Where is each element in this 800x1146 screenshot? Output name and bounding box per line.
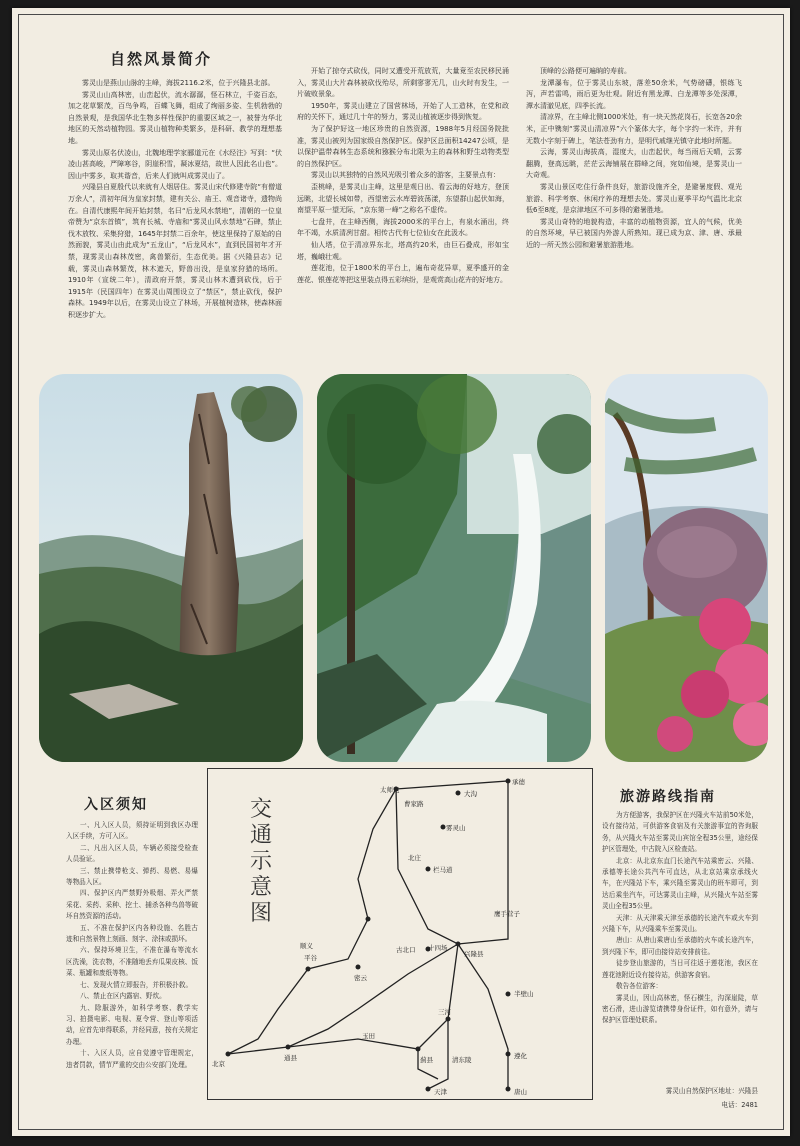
photo-rock-pillar bbox=[39, 374, 303, 762]
nature-column-middle bbox=[297, 66, 509, 368]
map-label-caojialu: 曹家路 bbox=[404, 800, 424, 808]
nature-paragraph: 兴隆县自夏殷代以来就有人烟居住。雾灵山宋代修建寺院“有僧道万余人”，清初年间为皇家封禁，建有关公、庙王、观音诸寺，遗物尚在。自清代康熙年间开始封禁，名曰“后龙风水禁地”，清朝的一位皇帝赞为“京东首镇”，筑有长城、寺庙和“雾灵山风水禁地”石碑，禁止伐木放牧、采集狩猎，1645年封禁二百余年，使这里保持了原始的自然面貌，雾灵山由此成为“五龙山”，“后龙风水”，直到民国初年才开禁，现雾灵山森林茂密，禽兽繁衍，生态优美。据《兴隆县志》记载，雾灵山森林繁茂，林木遮天，野兽出没，是皇家狩猎的场所。1910年（宣统二年），清政府开禁，雾灵山林木遭到砍伐，后于1915年（民国四年）在雾灵山周围设立了“禁区”，禁止砍伐，保护森林。1949年以后，在雾灵山设立了林场，开展植树造林，使森林面积逐步扩大。 bbox=[68, 183, 282, 319]
guide-paragraph: 北京：从北京东直门长途汽车站乘密云、兴隆、承德等长途公共汽车可直达，从北京站乘京承线火车，在兴隆站下车，乘兴隆至雾灵山的班车即可，到达后乘坐汽车，可达雾灵山主峰，从兴隆火车站至雾灵山全程35公里。 bbox=[602, 856, 758, 911]
map-label-jixian: 蓟县 bbox=[420, 1056, 433, 1064]
rock-pillar-image bbox=[39, 374, 303, 762]
entry-rule: 二、凡出入区人员，车辆必须接受检查人员验证。 bbox=[66, 843, 198, 864]
guide-paragraph: 徒步登山旅游的，当日可往返于莲花池，我区在莲花池附近设有接待站，供游客食宿。 bbox=[602, 959, 758, 979]
right-paragraph: 顶峰的公路便可遍晌的寿前。 bbox=[540, 67, 631, 75]
entry-rule: 八、禁止在区内露宿、野炊。 bbox=[80, 992, 166, 1001]
nature-paragraph: 雾灵山山高林密，山峦起伏，流水潺潺，怪石林立，千姿百态，加之花草繁茂，百鸟争鸣，百蝶飞舞，组成了绚丽多姿、生机勃勃的自然景观，是我国华北生物多样性保护的重要区域之一，被誉为华北地区的天然动植物园。雾灵山植物种类繁多，是科研、教学的理想基地。 bbox=[68, 90, 282, 145]
middle-paragraph: 仙人塔，位于清凉界东北，塔高约20米，由巨石叠成，形如宝塔，巍峨壮观。 bbox=[297, 240, 509, 261]
guide-title: 旅游路线指南 bbox=[620, 789, 716, 805]
map-label-lanmadao: 栏马道 bbox=[433, 866, 453, 874]
map-label-taishitun: 太师屯 bbox=[380, 786, 400, 794]
map-label-miyun: 密云 bbox=[354, 974, 367, 982]
entry-rule: 一、凡入区人员，须持证明到我区办理入区手续，方可入区。 bbox=[66, 821, 198, 841]
map-label-tongxian: 通县 bbox=[284, 1054, 297, 1062]
nature-column-right bbox=[526, 66, 742, 368]
guide-paragraph: 天津：从天津乘天津至承德的长途汽车或火车到兴隆下车，从兴隆乘车至雾灵山。 bbox=[602, 913, 758, 934]
guide-paragraph: 敬告各位游客： bbox=[616, 982, 663, 991]
map-label-beizhuang: 北庄 bbox=[408, 854, 421, 862]
map-label-shisichang: 十四场 bbox=[428, 944, 448, 952]
right-paragraph: 龙潭瀑布，位于雾灵山东坡，落差50余米，气势磅礴，银练飞泻，声若雷鸣，雨后更为壮观。附近有黑龙潭、白龙潭等多处深潭，潭水清澈见底，四季长流。 bbox=[526, 78, 742, 110]
middle-paragraph: 1950年，雾灵山建立了国营林场，开始了人工造林，在党和政府的关怀下，通过几十年的努力，雾灵山植被逐步得到恢复。 bbox=[297, 101, 509, 122]
entry-rule: 六、保持环境卫生，不准在瀑布等流水区洗澡，洗衣物，不准随地丢弃瓜果皮核、饭菜、瓶罐和废纸等物。 bbox=[66, 946, 198, 978]
entry-rule: 七、发现火情立即报告，并积极扑救。 bbox=[80, 980, 193, 989]
middle-paragraph: 歪桃峰，是雾灵山主峰，这里是观日出、看云海的好地方，登顶远眺，北望长城如带，西望密云水库碧波荡漾，东望群山起伏如海，南望平原一望无际，“京东第一峰”之称名不虚传。 bbox=[297, 182, 509, 215]
map-label-yingshouyingzi: 鹰手营子 bbox=[494, 910, 520, 918]
entry-rule: 五、不准在保护区内各种设施、名胜古迹和自然景物上刻画、刻字、涂抹或损坏。 bbox=[66, 923, 198, 944]
map-label-dagou: 大沟 bbox=[464, 790, 477, 798]
guide-paragraph: 为方便游客，我保护区在兴隆火车站前50米处，设有接待站，可供游客食宿及有关旅游事宜的咨询服务，从兴隆火车站至雾灵山宾馆全程35公里，途经保护区管理处，中古院入区检查站。 bbox=[602, 811, 758, 854]
entry-rule: 十、入区人员，应自觉遵守管理规定，违者罚款，情节严重的交由公安部门处理。 bbox=[66, 1049, 198, 1069]
middle-paragraph: 开始了掠夺式砍伐，同时又遭受开荒放荒，大量竟至农民移民涌入，雾灵山大片森林被砍伐殆尽，所剩寥寥无几，山火时有发生，一片破败景象。 bbox=[297, 67, 509, 99]
map-label-chengde: 承德 bbox=[512, 778, 525, 786]
map-label-yutian: 玉田 bbox=[362, 1032, 375, 1040]
right-paragraph: 云海，雾灵山海拔高，湿度大，山峦起伏，每当雨后天晴，云雾翻腾，登高远眺，茫茫云海铺展在群峰之间，宛如仙境，是雾灵山一大奇观。 bbox=[526, 148, 742, 180]
right-paragraph: 雾灵山景区吃住行条件良好，旅游设施齐全，是避暑度假、观光旅游、科学考察、休闲疗养的理想去处。雾灵山夏季平均气温比北京低6至8度，是京津地区不可多得的避暑胜地。 bbox=[526, 182, 742, 215]
middle-paragraph: 为了保护好这一地区珍贵的自然资源，1988年5月经国务院批准，雾灵山被列为国家级自然保护区。保护区总面积14247公顷，是以保护温带森林生态系统和猕猴分布北限为主的森林和野生动物类型的自然保护区。 bbox=[297, 124, 509, 168]
map-label-sanhe: 三河 bbox=[438, 1008, 451, 1016]
entry-rule: 三、禁止携带枪支、弹药、易燃、易爆等物品入区。 bbox=[66, 866, 198, 887]
map-routes bbox=[208, 769, 592, 1099]
photo-boulder-flowers bbox=[605, 374, 768, 762]
right-paragraph: 雾灵山奇特的地貌构造，丰富的动植物资源，宜人的气候，优美的自然环境，早已被国内外游人所熟知。现已成为京、津、唐、承最近的一所天然公园和避暑旅游胜地。 bbox=[526, 217, 742, 249]
nature-title: 自然风景简介 bbox=[110, 50, 213, 68]
map-label-gubeikou: 古北口 bbox=[396, 946, 416, 954]
guide-column bbox=[602, 810, 758, 1082]
entry-rule: 九、除服游外，如科学考察、教学实习、拍摄电影、电视、夏令营、登山等项活动，应首先审得联系，并经同意，按有关规定办理。 bbox=[66, 1003, 198, 1046]
map-label-qingdongling: 清东陵 bbox=[452, 1056, 472, 1064]
map-label-tangshan: 唐山 bbox=[514, 1088, 527, 1096]
guide-phone: 电话：2481 bbox=[721, 1101, 758, 1109]
brochure-sheet bbox=[12, 8, 790, 1136]
middle-paragraph: 莲花池，位于1800米的平台上，遍布奇花异草，夏季盛开的金莲花、银莲花等把这里装点得五彩缤纷，是观赏高山花卉的好地方。 bbox=[297, 264, 509, 284]
boulder-image bbox=[605, 374, 768, 762]
nature-paragraph: 雾灵山是燕山山脉的主峰，海拔2116.2米，位于兴隆县北部。 bbox=[82, 79, 275, 87]
map-label-pinggu: 平谷 bbox=[304, 954, 317, 962]
traffic-map bbox=[207, 768, 593, 1100]
map-label-shunyi: 顺义 bbox=[300, 942, 313, 950]
nature-column-left bbox=[68, 78, 282, 368]
entry-rule: 四、保护区内严禁野外吸烟、弄火严禁采花、采药、采种、挖土、捕杀各种鸟兽等破坏自然资源的活动。 bbox=[66, 889, 198, 921]
waterfall-image bbox=[317, 374, 591, 762]
map-label-xinglong: 兴隆县 bbox=[464, 950, 484, 958]
map-label-wulingshan: 雾灵山 bbox=[446, 824, 466, 832]
map-label-beijing: 北京 bbox=[212, 1060, 225, 1068]
entry-title: 入区须知 bbox=[84, 797, 148, 813]
map-label-banbishan: 半壁山 bbox=[514, 990, 534, 998]
entry-rules bbox=[66, 820, 198, 1120]
map-title-text: 交通示意图 bbox=[249, 797, 272, 926]
nature-paragraph: 雾灵山原名伏凌山，北魏地理学家郦道元在《水经注》写到：“伏凌山甚高峻，严障寒谷，阴崖积雪，凝冰夏结，故世人因此名山也”。因山中雾多，取其谐音，后来人们就叫成雾灵山了。 bbox=[68, 148, 282, 180]
photo-waterfall bbox=[317, 374, 591, 762]
guide-paragraph: 唐山：从唐山乘唐山至承德的火车或长途汽车，到兴隆下车，即可由接待站安排前往。 bbox=[602, 936, 758, 956]
middle-paragraph: 七盘井，在主峰西侧，海拔2000米的平台上，有泉水涌出，终年不竭，水质清冽甘甜。相传古代有七位仙女在此汲水。 bbox=[297, 217, 509, 238]
guide-signature: 雾灵山自然保护区地址：兴隆县 bbox=[665, 1087, 758, 1095]
guide-paragraph: 雾灵山，因山高林密，怪石横生，沟深崖陡，草密石滑，进山游览请携带身份证件，如有意外，请与保护区管理处联系。 bbox=[602, 993, 758, 1025]
middle-paragraph: 雾灵山以其独特的自然风光吸引着众多的游客，主要景点有： bbox=[311, 171, 500, 180]
map-label-tianjin: 天津 bbox=[434, 1088, 447, 1096]
right-paragraph: 清凉界，在主峰北侧1000米处，有一块天然花岗石，长宽各20余米，正中镌刻“雾灵山清凉界”六个篆体大字，每个字约一米许，并有无数小字刻于碑上，笔法苍劲有力，是明代戚继光镇守此地时所题。 bbox=[526, 113, 742, 145]
map-label-zunhua: 遵化 bbox=[514, 1052, 527, 1060]
